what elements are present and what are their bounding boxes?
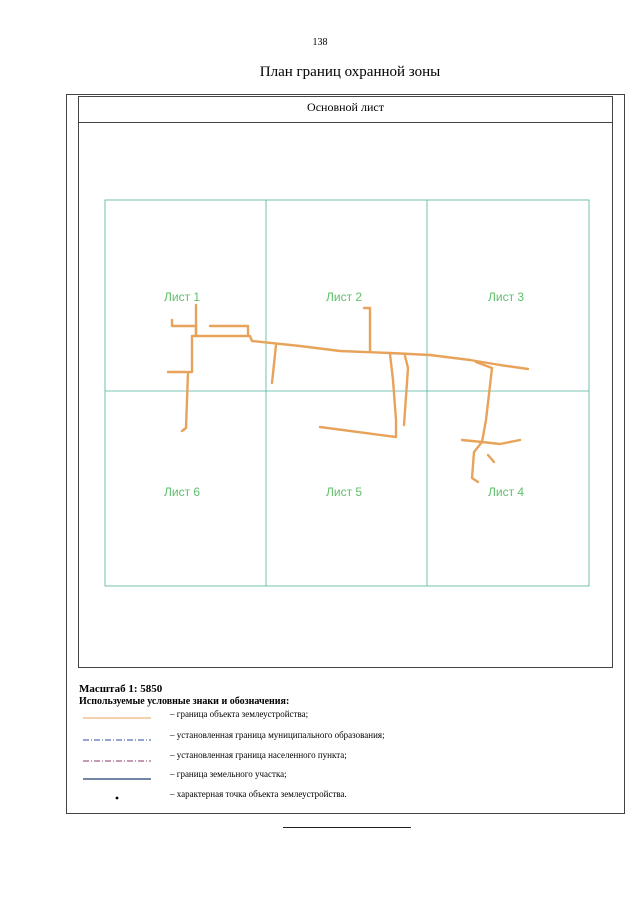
footer-rule [283, 827, 411, 828]
route-branch-7 [404, 356, 408, 425]
grid-outline [105, 200, 589, 586]
legend-item-characteristic-point: – характерная точка объекта землеустройства. [170, 789, 347, 799]
legend-item-municipal-boundary: – установленная граница муниципального образования; [170, 730, 385, 740]
legend-title: Используемые условные знаки и обозначения: [79, 696, 290, 707]
legend-sample-point [116, 797, 119, 800]
sheet-heading: Основной лист [307, 100, 384, 114]
legend-item-land-plot-boundary: – граница земельного участка; [170, 769, 287, 779]
sheet-grid [105, 200, 589, 586]
route-branch-9 [472, 442, 482, 482]
page-number: 138 [312, 37, 328, 48]
sheet-label-1: Лист 1 [164, 290, 201, 304]
legend-item-settlement-boundary: – установленная граница населенного пункта; [170, 750, 347, 760]
sheet-label-4: Лист 4 [488, 485, 525, 499]
sheet-label-6: Лист 6 [164, 485, 201, 499]
route-network [168, 305, 528, 482]
route-branch-3 [210, 326, 248, 336]
route-branch-5 [364, 308, 370, 352]
route-branch-1 [182, 305, 196, 431]
route-branch-6 [320, 354, 396, 437]
sheet-label-3: Лист 3 [488, 290, 525, 304]
route-branch-8 [462, 362, 492, 442]
route-branch-4 [272, 345, 276, 383]
legend-samples [83, 718, 151, 799]
page-title: План границ охранной зоны [259, 64, 441, 80]
sheet-label-2: Лист 2 [326, 290, 363, 304]
route-main [172, 320, 528, 369]
route-branch-10 [482, 440, 520, 444]
scale-text: Масштаб 1: 5850 [79, 683, 163, 695]
legend-item-object-boundary: – граница объекта землеустройства; [170, 709, 309, 719]
sheet-label-5: Лист 5 [326, 485, 363, 499]
route-branch-11 [488, 455, 494, 462]
